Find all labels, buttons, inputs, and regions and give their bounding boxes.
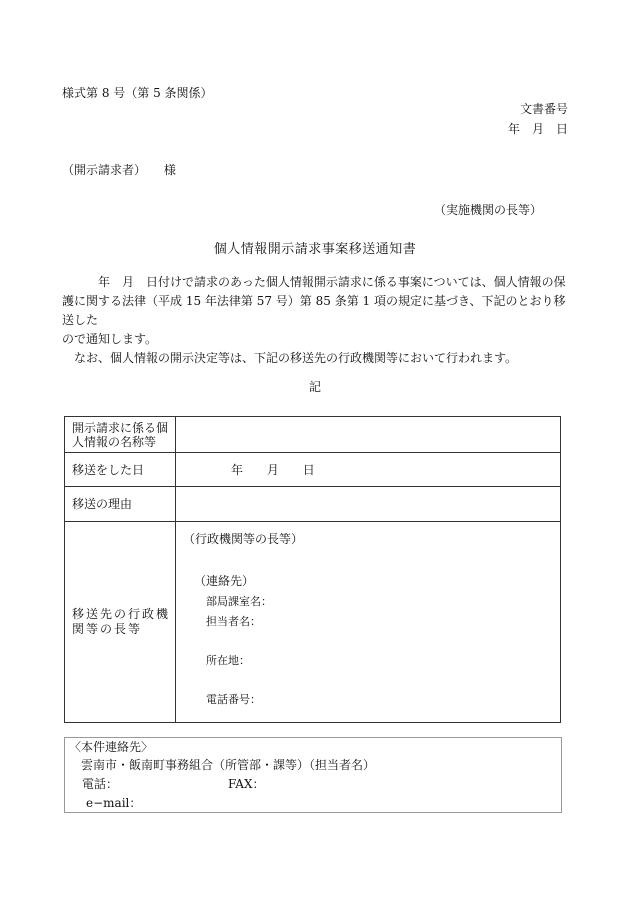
body-text	[62, 273, 570, 368]
contact-fax: FAX：	[228, 777, 265, 791]
row-label-destination: 移送先の行政機関等の長等	[65, 522, 176, 723]
destination-dept: 部局課室名：	[206, 595, 272, 608]
sender: （実施機関の長等）	[433, 203, 542, 217]
table-row	[65, 522, 561, 723]
row-label-reason: 移送の理由	[65, 487, 176, 522]
row-value-reason	[176, 487, 561, 522]
recipient-label: （開示請求者）	[62, 163, 147, 177]
body-line-4: なお、個人情報の開示決定等は、下記の移送先の行政機関等において行われます。	[74, 351, 518, 365]
transfer-table	[64, 416, 561, 723]
contact-heading: 〈本件連絡先〉	[69, 740, 154, 754]
row-value-request-info	[176, 417, 561, 453]
row-label-transfer-date: 移送をした日	[65, 453, 176, 487]
table-row	[65, 487, 561, 522]
destination-head: （行政機関等の長等）	[183, 532, 304, 546]
destination-contact-label: （連絡先）	[194, 574, 255, 588]
recipient-honorific: 様	[163, 163, 176, 177]
document-number: 文書番号	[519, 102, 568, 116]
destination-phone: 電話番号：	[206, 693, 261, 706]
body-line-3: ので通知します。	[62, 332, 158, 346]
contact-box	[64, 737, 562, 813]
row-value-transfer-date: 年 月 日	[176, 453, 561, 487]
row-value-destination	[176, 522, 561, 723]
ki-mark: 記	[308, 380, 321, 394]
destination-person: 担当者名：	[206, 615, 261, 628]
body-line-1: 年 月 日付けで請求のあった個人情報開示請求に係る事案については、個人情報の保	[98, 275, 566, 289]
table-row	[65, 453, 561, 487]
contact-org: 雲南市・飯南町事務組合（所管部・課等）（担当者名）	[81, 758, 376, 772]
recipient	[62, 163, 176, 177]
contact-tel: 電話：	[82, 777, 119, 791]
table-row	[65, 417, 561, 453]
document-title: 個人情報開示請求事案移送通知書	[213, 242, 417, 257]
contact-email: e−mail：	[86, 796, 142, 810]
body-line-2: 護に関する法律（平成 15 年法律第 57 号）第 85 条第 1 項の規定に基づき、下記のとおり移送した	[62, 294, 566, 327]
issue-date: 年 月 日	[507, 122, 568, 136]
row-label-request-info: 開示請求に係る個人情報の名称等	[65, 417, 176, 453]
form-number: 様式第 8 号（第 5 条関係）	[62, 86, 213, 100]
destination-address: 所在地：	[206, 654, 250, 667]
